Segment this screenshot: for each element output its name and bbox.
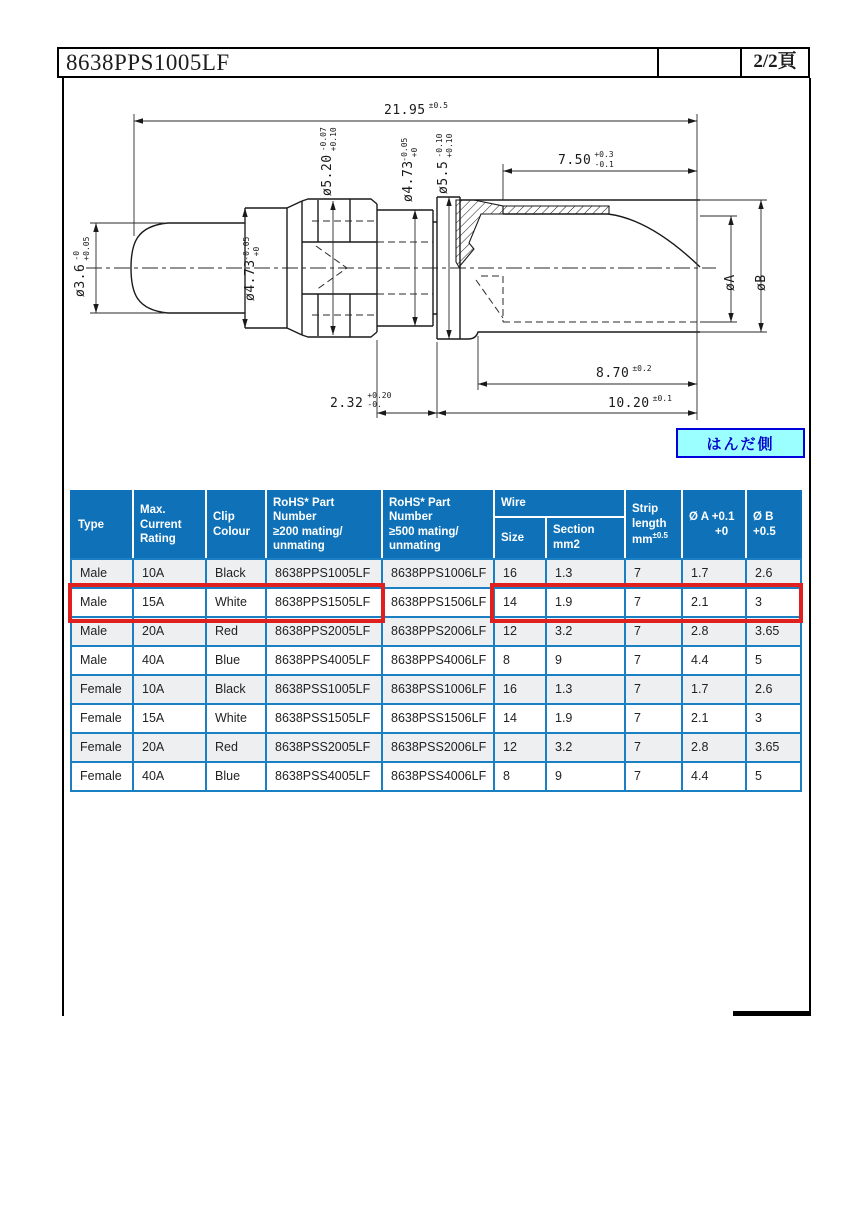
table-cell: 40A bbox=[133, 646, 206, 675]
dim-2-32: $2.32^{+0.20}$ -0. bbox=[330, 391, 392, 411]
table-cell: 3.65 bbox=[746, 617, 801, 646]
table-cell: 20A bbox=[133, 733, 206, 762]
table-cell: 7 bbox=[625, 646, 682, 675]
table-cell: 9 bbox=[546, 762, 625, 791]
solder-side-label: はんだ側 bbox=[676, 428, 805, 458]
extension-lines bbox=[90, 114, 767, 420]
dim-dia-5-5: $ø5.5_{+0.10}-0.10$ bbox=[435, 133, 454, 194]
table-cell: 3 bbox=[746, 704, 801, 733]
frame-bottom-segment bbox=[733, 1011, 811, 1016]
dim-dia-4-73-b: $ø4.73_{+0}-0.05$ bbox=[400, 137, 419, 202]
table-cell: 20A bbox=[133, 617, 206, 646]
table-cell: 9 bbox=[546, 646, 625, 675]
table-cell: 2.1 bbox=[682, 588, 746, 617]
table-cell: 7 bbox=[625, 704, 682, 733]
table-cell: 16 bbox=[494, 559, 546, 588]
title-block bbox=[57, 47, 810, 78]
table-cell: 3.2 bbox=[546, 617, 625, 646]
table-cell: 8638PSS1006LF bbox=[382, 675, 494, 704]
col-header-type: Type bbox=[71, 491, 133, 559]
page-number: 2/2頁 bbox=[740, 49, 808, 76]
table-row bbox=[71, 559, 801, 588]
table-cell: 8638PSS1005LF bbox=[266, 675, 382, 704]
table-cell: 8638PPS1506LF bbox=[382, 588, 494, 617]
table-cell: 12 bbox=[494, 733, 546, 762]
dim-dia-5-20: $ø5.20_{+0.10}-0.07$ bbox=[319, 127, 338, 196]
col-header-rohs-500: RoHS* Part Number ≥500 mating/ unmating bbox=[382, 491, 494, 559]
table-cell: 8638PPS1005LF bbox=[266, 559, 382, 588]
table-cell: 8638PSS1505LF bbox=[266, 704, 382, 733]
table-cell: 12 bbox=[494, 617, 546, 646]
table-cell: 7 bbox=[625, 617, 682, 646]
table-cell: 8638PPS1006LF bbox=[382, 559, 494, 588]
table-cell: Blue bbox=[206, 646, 266, 675]
spec-table-header bbox=[71, 491, 801, 559]
table-cell: 7 bbox=[625, 588, 682, 617]
table-cell: 16 bbox=[494, 675, 546, 704]
dim-10-20: 10.20 $^{\pm 0.1}$ bbox=[608, 394, 672, 411]
table-cell: Female bbox=[71, 675, 133, 704]
table-row bbox=[71, 704, 801, 733]
table-cell: 40A bbox=[133, 762, 206, 791]
table-cell: Blue bbox=[206, 762, 266, 791]
table-cell: 8638PSS1506LF bbox=[382, 704, 494, 733]
dim-dia-B: øB bbox=[754, 274, 769, 291]
table-cell: 8638PSS2006LF bbox=[382, 733, 494, 762]
table-cell: Female bbox=[71, 733, 133, 762]
table-cell: Red bbox=[206, 617, 266, 646]
table-cell: 3.2 bbox=[546, 733, 625, 762]
table-cell: 15A bbox=[133, 704, 206, 733]
table-row bbox=[71, 675, 801, 704]
table-cell: 2.8 bbox=[682, 733, 746, 762]
table-cell: 14 bbox=[494, 588, 546, 617]
table-cell: 2.8 bbox=[682, 617, 746, 646]
table-cell: 7 bbox=[625, 559, 682, 588]
col-header-rohs-200: RoHS* Part Number ≥200 mating/ unmating bbox=[266, 491, 382, 559]
col-header-wire-group: Wire bbox=[494, 491, 625, 517]
table-cell: Black bbox=[206, 559, 266, 588]
section-hatch-funnel bbox=[456, 200, 503, 267]
col-header-clip-colour: Clip Colour bbox=[206, 491, 266, 559]
table-cell: 2.1 bbox=[682, 704, 746, 733]
table-cell: Male bbox=[71, 559, 133, 588]
table-cell: 1.3 bbox=[546, 559, 625, 588]
table-cell: Female bbox=[71, 762, 133, 791]
spec-table bbox=[70, 490, 802, 792]
table-cell: 8638PSS2005LF bbox=[266, 733, 382, 762]
table-cell: 10A bbox=[133, 675, 206, 704]
table-cell: Red bbox=[206, 733, 266, 762]
table-row bbox=[71, 733, 801, 762]
table-cell: 4.4 bbox=[682, 646, 746, 675]
table-cell: 10A bbox=[133, 559, 206, 588]
table-row bbox=[71, 646, 801, 675]
title-block-empty-cell bbox=[657, 49, 740, 76]
technical-drawing bbox=[62, 80, 812, 472]
table-cell: 8638PPS4006LF bbox=[382, 646, 494, 675]
col-header-dia-a: Ø A +0.1 +0 bbox=[682, 491, 746, 559]
table-cell: 7 bbox=[625, 675, 682, 704]
table-cell: 1.9 bbox=[546, 588, 625, 617]
table-cell: 8 bbox=[494, 646, 546, 675]
table-cell: 3 bbox=[746, 588, 801, 617]
table-cell: 3.65 bbox=[746, 733, 801, 762]
table-cell: Male bbox=[71, 646, 133, 675]
table-cell: 1.7 bbox=[682, 675, 746, 704]
table-cell: Black bbox=[206, 675, 266, 704]
table-cell: White bbox=[206, 704, 266, 733]
table-cell: 2.6 bbox=[746, 675, 801, 704]
dimension-lines bbox=[96, 121, 761, 413]
table-cell: 8638PPS4005LF bbox=[266, 646, 382, 675]
table-cell: 8638PPS2005LF bbox=[266, 617, 382, 646]
table-cell: 7 bbox=[625, 762, 682, 791]
dim-dia-4-73-a: $ø4.73_{+0}-0.05$ bbox=[242, 236, 261, 301]
col-header-max-current: Max. Current Rating bbox=[133, 491, 206, 559]
table-cell: 8638PPS1505LF bbox=[266, 588, 382, 617]
table-cell: 7 bbox=[625, 733, 682, 762]
col-header-wire-section: Section mm2 bbox=[546, 517, 625, 558]
table-cell: 15A bbox=[133, 588, 206, 617]
table-cell: Male bbox=[71, 588, 133, 617]
table-cell: White bbox=[206, 588, 266, 617]
dim-8-70: 8.70 $^{\pm 0.2}$ bbox=[596, 364, 652, 381]
page-title: 8638PPS1005LF bbox=[66, 50, 230, 75]
table-cell: 8638PSS4005LF bbox=[266, 762, 382, 791]
table-cell: 8 bbox=[494, 762, 546, 791]
table-cell: 2.6 bbox=[746, 559, 801, 588]
table-cell: 1.7 bbox=[682, 559, 746, 588]
table-row bbox=[71, 762, 801, 791]
col-header-dia-b: Ø B +0.5 bbox=[746, 491, 801, 559]
table-row bbox=[71, 617, 801, 646]
table-cell: 14 bbox=[494, 704, 546, 733]
dim-overall-length: 21.95 $^{\pm 0.5}$ bbox=[384, 101, 448, 118]
col-header-strip-length: Strip length $mm^{\pm 0.5}$ bbox=[625, 491, 682, 559]
table-row bbox=[71, 588, 801, 617]
dim-dia-3-6: $ø3.6_{+0.05}-0$ bbox=[72, 236, 91, 297]
table-cell: 5 bbox=[746, 762, 801, 791]
table-cell: 4.4 bbox=[682, 762, 746, 791]
table-cell: 1.3 bbox=[546, 675, 625, 704]
col-header-wire-size: Size bbox=[494, 517, 546, 558]
dim-dia-A: øA bbox=[723, 274, 738, 291]
table-cell: 8638PPS2006LF bbox=[382, 617, 494, 646]
table-cell: 5 bbox=[746, 646, 801, 675]
table-cell: Female bbox=[71, 704, 133, 733]
table-cell: 8638PSS4006LF bbox=[382, 762, 494, 791]
table-cell: Male bbox=[71, 617, 133, 646]
table-cell: 1.9 bbox=[546, 704, 625, 733]
section-hatch-wall bbox=[503, 206, 609, 214]
dim-cup-depth: 7.50 $^{+0.3}$ -0.1 bbox=[558, 150, 614, 169]
